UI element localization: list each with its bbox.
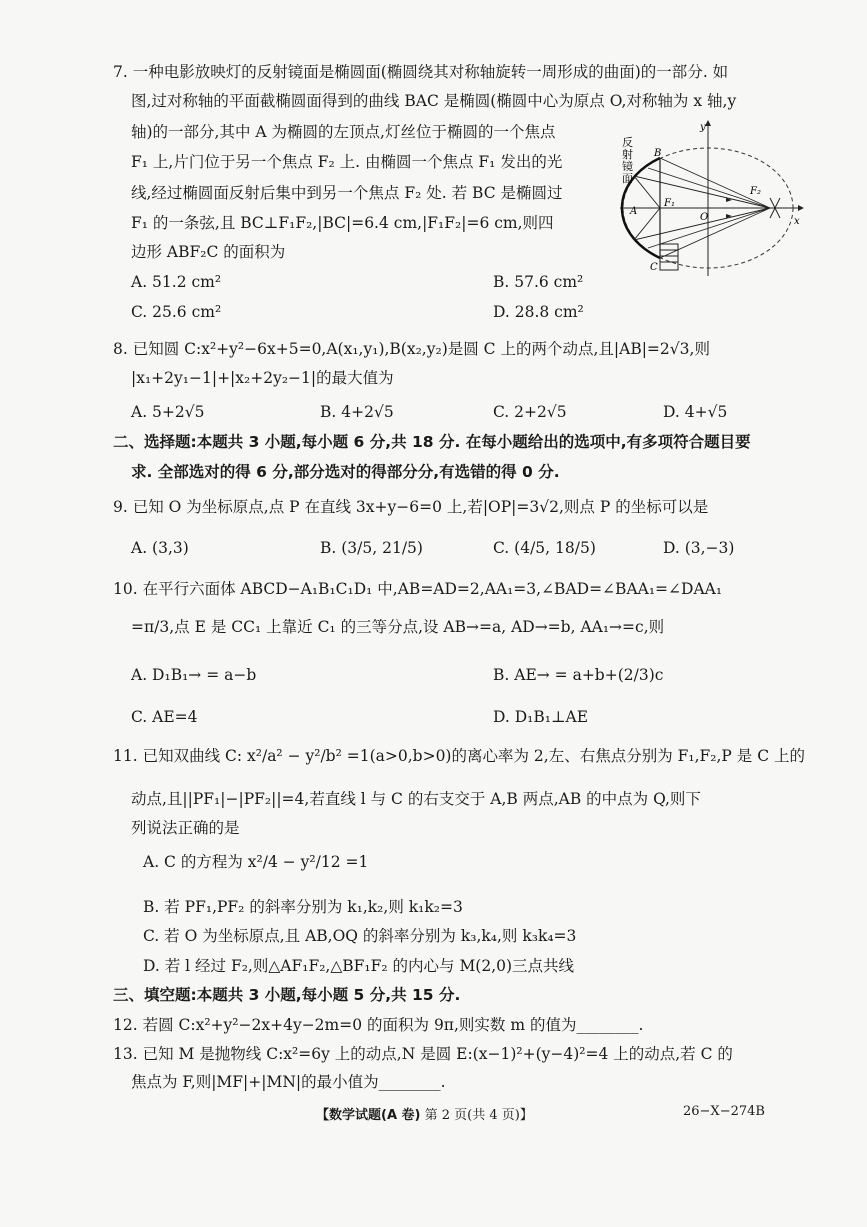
q11-line-2: 动点,且||PF₁|−|PF₂||=4,若直线 l 与 C 的右支交于 A,B 两点,AB 的中点为 Q,则下: [131, 790, 701, 808]
mirror-label-4: 面: [622, 172, 633, 185]
q10-option-c: C. AE=4: [131, 708, 198, 726]
mirror-label-3: 镜: [622, 160, 633, 173]
footer-page-info: [316, 1104, 533, 1123]
point-b-label: B: [654, 148, 662, 159]
x-axis-label: x: [794, 216, 800, 227]
q11-line-3: 列说法正确的是: [131, 819, 240, 837]
section-2-heading-line-1: 二、选择题:本题共 3 小题,每小题 6 分,共 18 分. 在每小题给出的选项中,有多项符合题目要: [113, 433, 751, 451]
q12-line-1: 12. 若圆 C:x²+y²−2x+4y−2m=0 的面积为 9π,则实数 m 的值为________.: [113, 1016, 644, 1034]
section-2-heading-line-2: 求. 全部选对的得 6 分,部分选对的得部分分,有选错的得 0 分.: [131, 463, 560, 481]
q7-line-4: F₁ 上,片门位于另一个焦点 F₂ 上. 由椭圆一个焦点 F₁ 发出的光: [131, 153, 563, 171]
q11-line-1: 11. 已知双曲线 C: x²/a² − y²/b² =1(a>0,b>0)的离心率为 2,左、右焦点分别为 F₁,F₂,P 是 C 上的: [113, 747, 805, 765]
q13-line-2: 焦点为 F,则|MF|+|MN|的最小值为________.: [131, 1073, 446, 1091]
q7-line-6: F₁ 的一条弦,且 BC⊥F₁F₂,|BC|=6.4 cm,|F₁F₂|=6 cm,则四: [131, 214, 554, 232]
q8-option-b: B. 4+2√5: [320, 403, 394, 421]
q11-option-b: B. 若 PF₁,PF₂ 的斜率分别为 k₁,k₂,则 k₁k₂=3: [143, 898, 463, 916]
point-o-label: O: [700, 212, 709, 223]
section-3-heading: 三、填空题:本题共 3 小题,每小题 5 分,共 15 分.: [113, 986, 461, 1004]
q8-line-1: 8. 已知圆 C:x²+y²−6x+5=0,A(x₁,y₁),B(x₂,y₂)是圆 C 上的两个动点,且|AB|=2√3,则: [113, 340, 710, 358]
q10-option-d: D. D₁B₁⊥AE: [493, 708, 589, 726]
q7-option-c: C. 25.6 cm²: [131, 303, 222, 321]
footer-title: 【数学试题(A 卷): [316, 1108, 421, 1123]
q9-option-c: C. (4/5, 18/5): [493, 539, 596, 557]
q7-line-3: 轴)的一部分,其中 A 为椭圆的左顶点,灯丝位于椭圆的一个焦点: [131, 123, 556, 141]
q9-option-b: B. (3/5, 21/5): [320, 539, 423, 557]
q10-option-b: B. AE→ = a+b+(2/3)c: [493, 666, 664, 684]
ellipse-mirror-figure: [620, 118, 805, 278]
y-axis-arrow: [705, 120, 711, 126]
q8-line-2: |x₁+2y₁−1|+|x₂+2y₂−1|的最大值为: [131, 369, 394, 387]
q7-option-b: B. 57.6 cm²: [493, 273, 584, 291]
q9-line-1: 9. 已知 O 为坐标原点,点 P 在直线 3x+y−6=0 上,若|OP|=3√2,则点 P 的坐标可以是: [113, 498, 709, 516]
q10-line-2: =π/3,点 E 是 CC₁ 上靠近 C₁ 的三等分点,设 AB→=a, AD→=b, AA₁→=c,则: [131, 618, 665, 636]
q7-option-d: D. 28.8 cm²: [493, 303, 584, 321]
q13-line-1: 13. 已知 M 是抛物线 C:x²=6y 上的动点,N 是圆 E:(x−1)²+(y−4)²=4 上的动点,若 C 的: [113, 1045, 733, 1063]
footer-code: 26−X−274B: [683, 1104, 765, 1119]
point-f2-label: F₂: [750, 186, 761, 197]
x-axis-arrow: [798, 205, 804, 211]
y-axis-label: y: [700, 122, 706, 133]
point-a-label: A: [630, 206, 638, 217]
q11-option-c: C. 若 O 为坐标原点,且 AB,OQ 的斜率分别为 k₃,k₄,则 k₃k₄=3: [143, 927, 577, 945]
q9-option-a: A. (3,3): [131, 539, 189, 557]
q7-line-1: 7. 一种电影放映灯的反射镜面是椭圆面(椭圆绕其对称轴旋转一周形成的曲面)的一部分. 如: [113, 63, 729, 81]
point-c-label: C: [650, 262, 658, 273]
q8-option-d: D. 4+√5: [663, 403, 728, 421]
q9-option-d: D. (3,−3): [663, 539, 735, 557]
q11-option-a: A. C 的方程为 x²/4 − y²/12 =1: [143, 853, 369, 871]
q7-line-5: 线,经过椭圆面反射后集中到另一个焦点 F₂ 处. 若 BC 是椭圆过: [131, 184, 563, 202]
q8-option-c: C. 2+2√5: [493, 403, 567, 421]
q10-line-1: 10. 在平行六面体 ABCD−A₁B₁C₁D₁ 中,AB=AD=2,AA₁=3,∠BAD=∠BAA₁=∠DAA₁: [113, 580, 723, 598]
mirror-label-1: 反: [622, 136, 633, 149]
mirror-label-2: 射: [622, 148, 633, 161]
q7-line-2: 图,过对称轴的平面截椭圆面得到的曲线 BAC 是椭圆(椭圆中心为原点 O,对称轴为 x 轴,y: [131, 92, 737, 110]
q11-option-d: D. 若 l 经过 F₂,则△AF₁F₂,△BF₁F₂ 的内心与 M(2,0)三点共线: [143, 957, 575, 975]
point-f1-label: F₁: [664, 198, 675, 209]
q7-line-7: 边形 ABF₂C 的面积为: [131, 243, 286, 261]
q7-option-a: A. 51.2 cm²: [131, 273, 222, 291]
q8-option-a: A. 5+2√5: [131, 403, 205, 421]
footer-page: 第 2 页(共 4 页)】: [424, 1108, 533, 1123]
q10-option-a: A. D₁B₁→ = a−b: [131, 666, 257, 684]
